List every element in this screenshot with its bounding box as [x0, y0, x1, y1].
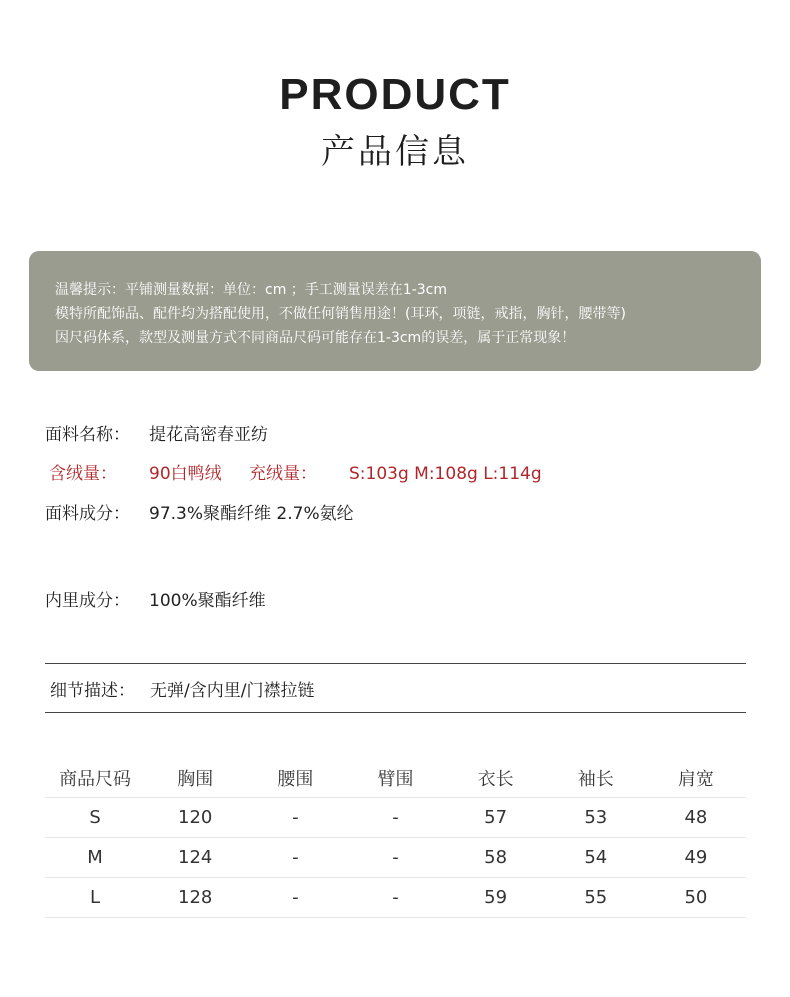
lining-value: 100%聚酯纤维 — [149, 591, 266, 611]
table-cell: - — [245, 798, 345, 838]
detail-row — [50, 676, 314, 701]
table-cell: 54 — [546, 838, 646, 878]
page-title-en: PRODUCT — [279, 70, 511, 119]
down-row — [49, 459, 542, 484]
fabric-comp-label: 面料成分： — [45, 504, 130, 524]
table-cell: - — [345, 838, 445, 878]
header-length: 衣长 — [446, 758, 546, 798]
table-cell: 120 — [145, 798, 245, 838]
notice-box — [29, 251, 761, 371]
detail-label: 细节描述： — [50, 681, 135, 701]
size-table — [45, 758, 746, 918]
fill-label: 充绒量： — [249, 464, 317, 484]
detail-value: 无弹/含内里/门襟拉链 — [150, 681, 315, 701]
header-size: 商品尺码 — [45, 758, 145, 798]
table-cell: L — [45, 878, 145, 918]
notice-line: 模特所配饰品、配件均为搭配使用，不做任何销售用途！(耳环，项链，戒指，胸针，腰带等) — [55, 306, 626, 322]
table-row — [45, 878, 746, 918]
lining-row — [45, 586, 266, 611]
table-cell: 57 — [446, 798, 546, 838]
table-cell: 49 — [646, 838, 746, 878]
table-cell: - — [345, 798, 445, 838]
header-shoulder: 肩宽 — [646, 758, 746, 798]
page-title-cn: 产品信息 — [321, 132, 469, 172]
notice-line: 温馨提示：平铺测量数据：单位：cm ；手工测量误差在1-3cm — [55, 282, 447, 298]
table-cell: - — [345, 878, 445, 918]
table-cell: 53 — [546, 798, 646, 838]
table-row — [45, 838, 746, 878]
notice-line: 因尺码体系，款型及测量方式不同商品尺码可能存在1-3cm的误差，属于正常现象！ — [55, 330, 576, 346]
table-cell: 48 — [646, 798, 746, 838]
table-cell: M — [45, 838, 145, 878]
size-table-header-row — [45, 758, 746, 798]
table-cell: 124 — [145, 838, 245, 878]
table-cell: - — [245, 838, 345, 878]
fill-value: S:103g M:108g L:114g — [349, 464, 542, 484]
table-cell: 55 — [546, 878, 646, 918]
fabric-name-row — [45, 420, 268, 445]
table-cell: 128 — [145, 878, 245, 918]
table-row — [45, 798, 746, 838]
divider-top — [45, 663, 746, 664]
table-cell: 58 — [446, 838, 546, 878]
table-cell: S — [45, 798, 145, 838]
lining-label: 内里成分： — [45, 591, 130, 611]
down-type-label: 含绒量： — [49, 464, 117, 484]
header-sleeve: 袖长 — [546, 758, 646, 798]
fabric-name-label: 面料名称： — [45, 425, 130, 445]
table-cell: - — [245, 878, 345, 918]
header-chest: 胸围 — [145, 758, 245, 798]
table-cell: 50 — [646, 878, 746, 918]
divider-bottom — [45, 712, 746, 713]
table-cell: 59 — [446, 878, 546, 918]
down-type-value: 90白鸭绒 — [149, 464, 222, 484]
header-waist: 腰围 — [245, 758, 345, 798]
header-arm: 臂围 — [345, 758, 445, 798]
fabric-name-value: 提花高密春亚纺 — [149, 425, 268, 445]
fabric-comp-row — [45, 499, 354, 524]
fabric-comp-value: 97.3%聚酯纤维 2.7%氨纶 — [149, 504, 354, 524]
